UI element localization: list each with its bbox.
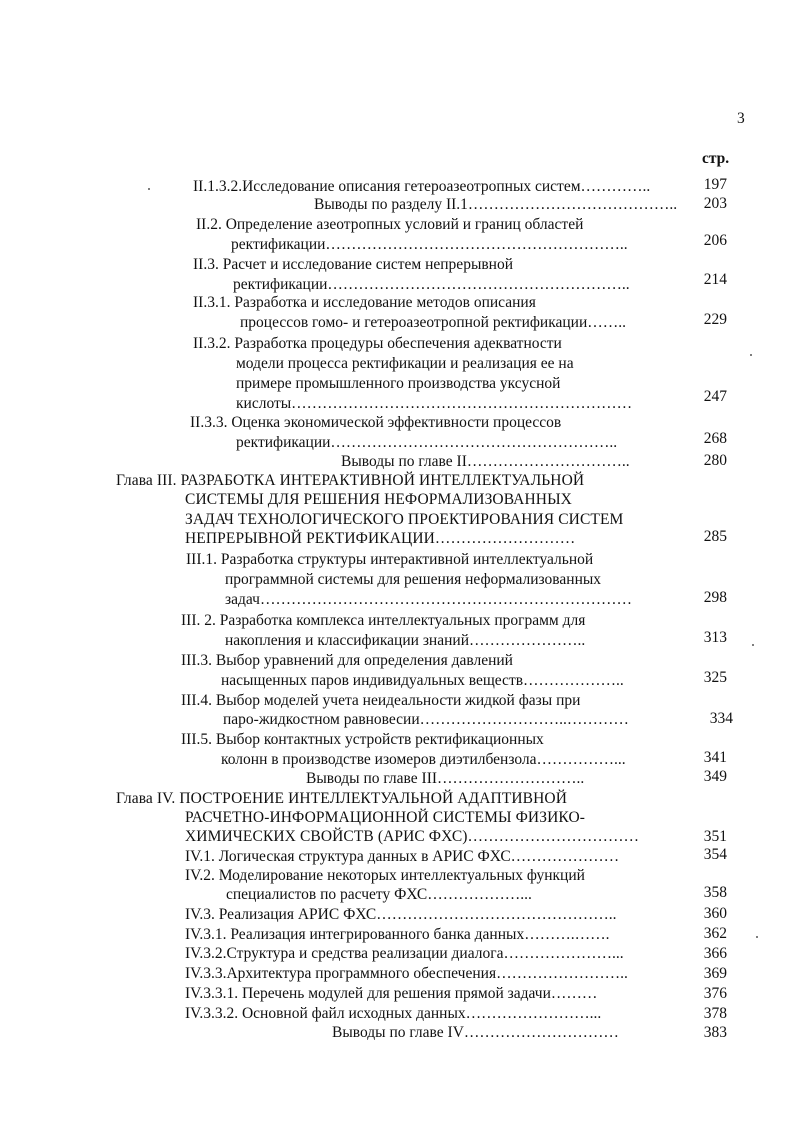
toc-page-ref: 214 [703,271,727,288]
page-column-label: стр. [702,150,730,167]
toc-line: II.3.3. Оценка экономической эффективности процессов [190,414,562,431]
toc-line: накопления и классификации знаний………………….. [225,632,586,649]
toc-page-ref: 369 [703,965,727,982]
toc-line: IV.2. Моделирование некоторых интеллектуальных функций [185,867,585,884]
toc-line: III. 2. Разработка комплекса интеллектуальных программ для [181,612,586,629]
toc-line: специалистов по расчету ФХС………………... [226,886,532,903]
scan-speck [752,644,754,646]
toc-page-ref: 362 [703,925,727,942]
toc-line: IV.3.3.2. Основной файл исходных данных……………………... [185,1005,602,1022]
toc-page-ref: 376 [703,985,727,1002]
toc-line: кислоты………………………………………………………… [236,395,633,412]
chapter-heading-line: Глава III. РАЗРАБОТКА ИНТЕРАКТИВНОЙ ИНТЕЛЛЕКТУАЛЬНОЙ [116,472,585,489]
toc-line: II.1.3.2.Исследование описания гетероазеотропных систем………….. [193,178,651,195]
toc-line: III.5. Выбор контактных устройств ректификационных [181,731,544,748]
toc-line: IV.1. Логическая структура данных в АРИС ФХС………………… [185,848,620,865]
toc-page-ref: 351 [703,828,727,845]
toc-page-ref: 354 [703,846,727,863]
toc-page-ref: 358 [703,884,727,901]
toc-line: колонн в производстве изомеров диэтилбензола……………... [221,751,626,768]
toc-page-ref: 229 [703,311,727,328]
toc-line: программной системы для решения неформализованных [225,571,602,588]
toc-line: II.3.1. Разработка и исследование методов описания [193,294,536,311]
toc-page-ref: 360 [703,905,727,922]
scan-speck [756,936,758,938]
toc-page-ref: 268 [703,430,727,447]
scan-speck [750,354,752,356]
toc-line: ректификации………………………………………………….. [231,236,628,253]
toc-page-ref: 206 [703,232,727,249]
toc-line: ректификации………………………………………………….. [233,276,630,293]
toc-page-ref: 203 [703,195,727,212]
toc-page-ref: 383 [703,1024,727,1041]
chapter-heading-line: СИСТЕМЫ ДЛЯ РЕШЕНИЯ НЕФОРМАЛИЗОВАННЫХ [185,491,572,508]
toc-line: IV.3. Реализация АРИС ФХС……………………………………….. [185,906,617,923]
toc-line: II.2. Определение азеотропных условий и границ областей [196,216,584,233]
toc-line: Выводы по главе II………………………….. [341,453,630,470]
toc-page-ref: 378 [703,1005,727,1022]
toc-line: модели процесса ректификации и реализация ее на [236,355,574,372]
toc-line: примере промышленного производства уксусной [236,375,561,392]
toc-page-ref: 349 [703,768,727,785]
toc-line: II.3.2. Разработка процедуры обеспечения адекватности [193,335,562,352]
chapter-heading-line: Глава IV. ПОСТРОЕНИЕ ИНТЕЛЛЕКТУАЛЬНОЙ АДАПТИВНОЙ [116,790,567,807]
toc-line: Выводы по главе III……………………….. [306,770,585,787]
toc-page-ref: 325 [703,669,727,686]
toc-line: паро-жидкостном равновесии………………………..………… [223,711,629,728]
toc-line: II.3. Расчет и исследование систем непрерывной [193,256,514,273]
scan-speck [148,188,150,190]
toc-line: IV.3.1. Реализация интегрированного банка данных……….……. [185,926,610,943]
toc-line: III.1. Разработка структуры интерактивной интеллектуальной [186,551,594,568]
toc-page-ref: 366 [703,945,727,962]
chapter-heading-line: ЗАДАЧ ТЕХНОЛОГИЧЕСКОГО ПРОЕКТИРОВАНИЯ СИСТЕМ [185,511,624,528]
toc-line: ректификации……………………………………………….. [236,434,618,451]
toc-line: III.4. Выбор моделей учета неидеальности жидкой фазы при [181,692,581,709]
toc-page-ref: 334 [709,710,733,727]
toc-line: процессов гомо- и гетероазеотропной ректификации…….. [240,314,627,331]
toc-page-ref: 298 [703,589,727,606]
chapter-heading-line: ХИМИЧЕСКИХ СВОЙСТВ (АРИС ФХС)…………………………… [185,828,640,845]
toc-page-ref: 247 [703,388,727,405]
page-number: 3 [737,110,745,127]
toc-line: IV.3.3.1. Перечень модулей для решения прямой задачи……… [185,985,598,1002]
toc-page-ref: 197 [703,176,727,193]
toc-page-ref: 285 [703,528,727,545]
toc-line: Выводы по разделу II.1………………………………….. [314,196,678,213]
toc-page-ref: 341 [703,749,727,766]
toc-page-ref: 313 [703,629,727,646]
toc-line: III.3. Выбор уравнений для определения давлений [181,652,513,669]
toc-line: Выводы по главе IV………………………… [332,1024,619,1041]
chapter-heading-line: РАСЧЕТНО-ИНФОРМАЦИОННОЙ СИСТЕМЫ ФИЗИКО- [185,809,585,826]
toc-line: IV.3.3.Архитектура программного обеспечения…………………….. [185,965,628,982]
toc-line: задач……………………………………………………………… [225,591,632,608]
chapter-heading-line: НЕПРЕРЫВНОЙ РЕКТИФИКАЦИИ……………………… [185,530,576,547]
toc-page-ref: 280 [703,452,727,469]
toc-line: IV.3.2.Структура и средства реализации диалога…………………... [185,945,624,962]
toc-line: насыщенных паров индивидуальных веществ……………….. [221,672,624,689]
